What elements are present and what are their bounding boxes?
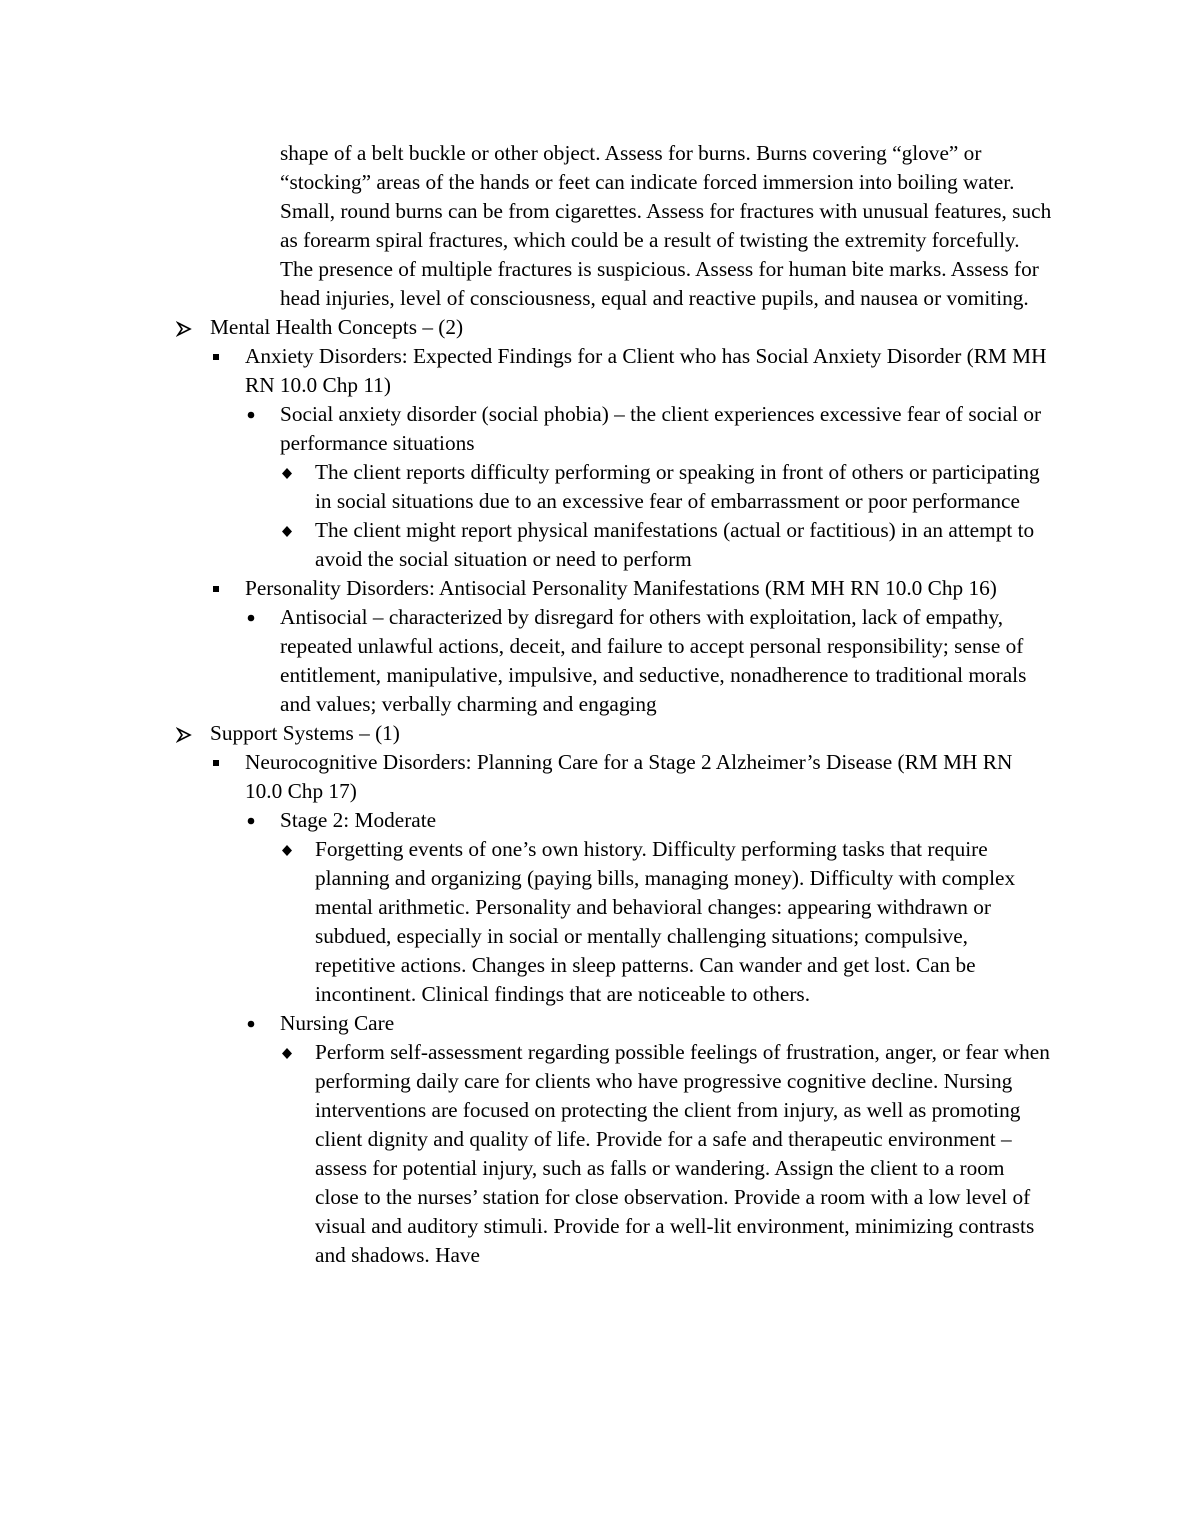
section-heading: Support Systems – (1): [210, 721, 400, 745]
arrow-bullet-icon: [176, 719, 200, 748]
topic-title: Personality Disorders: Antisocial Personality Manifestations (RM MH RN 10.0 Chp 16): [245, 576, 997, 600]
topic-anxiety-disorders: [0, 342, 1190, 400]
square-bullet-icon: [211, 748, 235, 777]
arrow-bullet-icon: [176, 313, 200, 342]
diamond-bullet-icon: [281, 458, 305, 487]
section-mental-health-concepts: [0, 313, 1190, 342]
round-bullet-icon: [246, 603, 270, 632]
point-social-anxiety: [0, 400, 1190, 458]
document-body: [0, 139, 1190, 1270]
round-bullet-icon: [246, 1009, 270, 1038]
square-bullet-icon: [211, 342, 235, 371]
diamond-bullet-icon: [281, 835, 305, 864]
round-bullet-icon: [246, 400, 270, 429]
paragraph-text: shape of a belt buckle or other object. Assess for burns. Burns covering “glove” or “stocking” areas of the hands or feet can indicate forced immersion into boiling water. Small, round burns can be from cigarettes. Assess for fractures with unusual features, such as forearm spiral fractures, which could be a result of twisting the extremity forcefully. The presence of multiple fractures is suspicious. Assess for human bite marks. Assess for head injuries, level of consciousness, equal and reactive pupils, and nausea or vomiting.: [280, 141, 1052, 310]
detail-text: Forgetting events of one’s own history. Difficulty performing tasks that require planning and organizing (paying bills, managing money). Difficulty with complex mental arithmetic. Personality and behavioral changes: appearing withdrawn or subdued, especially in social or mentally challenging situations; compulsive, repetitive actions. Changes in sleep patterns. Can wander and get lost. Can be incontinent. Clinical findings that are noticeable to others.: [315, 837, 1016, 1006]
topic-title: Neurocognitive Disorders: Planning Care for a Stage 2 Alzheimer’s Disease (RM MH RN 10.0 Chp 17): [245, 750, 1013, 803]
point-text: Stage 2: Moderate: [280, 808, 437, 832]
topic-personality-disorders: [0, 574, 1190, 603]
point-antisocial: [0, 603, 1190, 719]
detail-text: Perform self-assessment regarding possible feelings of frustration, anger, or fear when performing daily care for clients who have progressive cognitive decline. Nursing interventions are focused on protecting the client from injury, as well as promoting client dignity and quality of life. Provide for a safe and therapeutic environment – assess for potential injury, such as falls or wandering. Assign the client to a room close to the nurses’ station for close observation. Provide a room with a low level of visual and auditory stimuli. Provide for a well-lit environment, minimizing contrasts and shadows. Have: [315, 1040, 1050, 1267]
section-support-systems: [0, 719, 1190, 748]
topic-neurocognitive-disorders: [0, 748, 1190, 806]
point-text: Social anxiety disorder (social phobia) – the client experiences excessive fear of social or performance situations: [280, 402, 1042, 455]
continuation-paragraph: [0, 139, 1190, 313]
diamond-bullet-icon: [281, 1038, 305, 1067]
round-bullet-icon: [246, 806, 270, 835]
point-text: Antisocial – characterized by disregard for others with exploitation, lack of empathy, repeated unlawful actions, deceit, and failure to accept personal responsibility; sense of entitlement, manipulative, impulsive, and seductive, nonadherence to traditional morals and values; verbally charming and engaging: [280, 605, 1027, 716]
detail-item: [0, 458, 1190, 516]
square-bullet-icon: [211, 574, 235, 603]
point-stage-2: [0, 806, 1190, 835]
section-heading: Mental Health Concepts – (2): [210, 315, 464, 339]
diamond-bullet-icon: [281, 516, 305, 545]
detail-text: The client reports difficulty performing or speaking in front of others or participating in social situations due to an excessive fear of embarrassment or poor performance: [315, 460, 1040, 513]
point-nursing-care: [0, 1009, 1190, 1038]
detail-item: [0, 835, 1190, 1009]
detail-text: The client might report physical manifestations (actual or factitious) in an attempt to avoid the social situation or need to perform: [315, 518, 1035, 571]
detail-item: [0, 1038, 1190, 1270]
point-text: Nursing Care: [280, 1011, 395, 1035]
topic-title: Anxiety Disorders: Expected Findings for a Client who has Social Anxiety Disorder (RM MH RN 10.0 Chp 11): [245, 344, 1047, 397]
detail-item: [0, 516, 1190, 574]
